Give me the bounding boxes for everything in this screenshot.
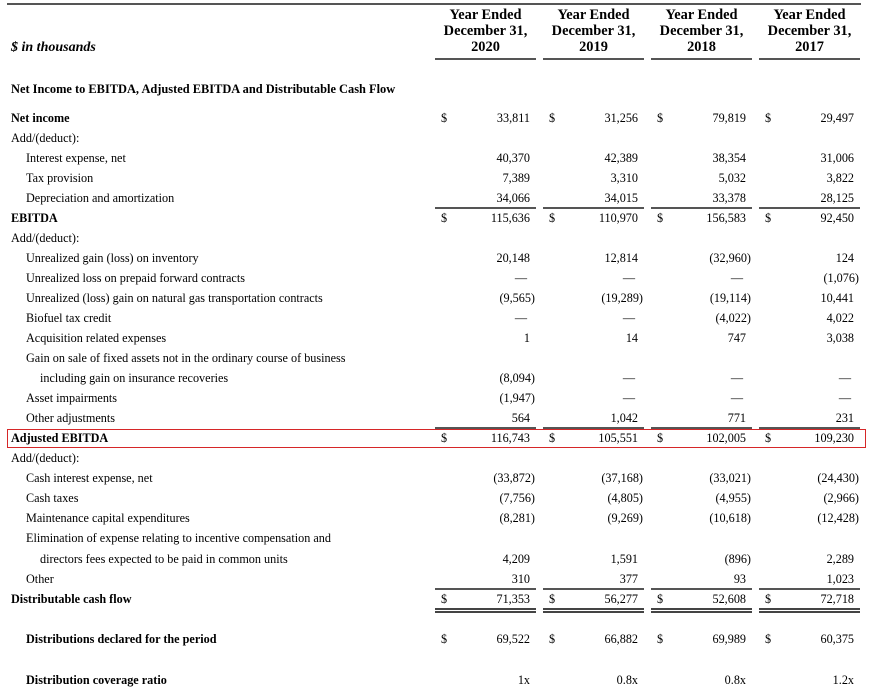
table-cell bbox=[759, 508, 860, 528]
table-cell bbox=[435, 148, 536, 168]
column-header-2019 bbox=[543, 7, 644, 55]
table-cell bbox=[435, 248, 536, 268]
cell-value: 52,608 bbox=[712, 592, 746, 606]
currency-symbol: $ bbox=[549, 111, 556, 125]
currency-symbol: $ bbox=[549, 431, 556, 445]
table-row bbox=[0, 388, 886, 408]
cell-value: 0.8x bbox=[616, 673, 638, 687]
table-cell bbox=[543, 148, 644, 168]
table-row bbox=[0, 188, 886, 208]
table-cell bbox=[759, 488, 860, 508]
cell-value: — bbox=[730, 271, 743, 285]
table-cell bbox=[759, 268, 860, 288]
currency-symbol: $ bbox=[765, 111, 772, 125]
row-label: Cash taxes bbox=[26, 491, 79, 505]
table-cell bbox=[651, 670, 752, 690]
table-row bbox=[0, 528, 886, 548]
subtotal-rule bbox=[759, 588, 860, 590]
row-label: Unrealized gain (loss) on inventory bbox=[26, 251, 199, 265]
table-cell bbox=[651, 188, 752, 208]
cell-value: — bbox=[730, 371, 743, 385]
cell-value: (4,955) bbox=[715, 491, 751, 505]
currency-symbol: $ bbox=[441, 632, 448, 646]
total-double-rule bbox=[543, 611, 644, 613]
table-row bbox=[0, 408, 886, 428]
row-label: Acquisition related expenses bbox=[26, 331, 167, 345]
cell-value: — bbox=[730, 391, 743, 405]
currency-symbol: $ bbox=[657, 592, 664, 606]
table-cell bbox=[759, 308, 860, 328]
currency-symbol: $ bbox=[765, 632, 772, 646]
cell-value: 60,375 bbox=[820, 632, 854, 646]
cell-value: 1,023 bbox=[826, 572, 854, 586]
cell-value: 771 bbox=[727, 411, 746, 425]
row-label: Distributable cash flow bbox=[11, 592, 132, 606]
header-year: 2017 bbox=[795, 39, 824, 55]
cell-value: (33,021) bbox=[709, 471, 751, 485]
row-label: directors fees expected to be paid in common units bbox=[40, 552, 288, 566]
row-label: Distribution coverage ratio bbox=[26, 673, 167, 687]
table-cell bbox=[435, 288, 536, 308]
header-line: Year Ended bbox=[665, 7, 738, 23]
table-cell bbox=[759, 148, 860, 168]
table-row bbox=[0, 308, 886, 328]
cell-value: (37,168) bbox=[601, 471, 643, 485]
table-cell bbox=[651, 328, 752, 348]
cell-value: (32,960) bbox=[709, 251, 751, 265]
table-row bbox=[0, 629, 886, 649]
row-label: Biofuel tax credit bbox=[26, 311, 112, 325]
cell-value: 1.2x bbox=[832, 673, 854, 687]
table-cell bbox=[651, 468, 752, 488]
table-row bbox=[0, 468, 886, 488]
total-double-rule bbox=[651, 611, 752, 613]
column-header-2020 bbox=[435, 7, 536, 55]
table-cell bbox=[543, 248, 644, 268]
table-row bbox=[0, 288, 886, 308]
header-underline bbox=[435, 58, 536, 60]
top-rule bbox=[7, 3, 861, 5]
cell-value: — bbox=[622, 391, 635, 405]
table-cell bbox=[759, 549, 860, 569]
cell-value: 31,006 bbox=[820, 151, 854, 165]
table-cell bbox=[543, 168, 644, 188]
table-row bbox=[0, 248, 886, 268]
currency-symbol: $ bbox=[549, 632, 556, 646]
table-cell bbox=[651, 408, 752, 428]
table-cell bbox=[435, 188, 536, 208]
table-cell bbox=[651, 308, 752, 328]
subtotal-rule bbox=[435, 588, 536, 590]
cell-value: (896) bbox=[724, 552, 751, 566]
currency-symbol: $ bbox=[441, 111, 448, 125]
table-row bbox=[0, 670, 886, 690]
header-underline bbox=[543, 58, 644, 60]
table-row bbox=[0, 328, 886, 348]
row-label: Asset impairments bbox=[26, 391, 118, 405]
cell-value: — bbox=[838, 371, 851, 385]
table-cell bbox=[651, 288, 752, 308]
table-cell bbox=[651, 148, 752, 168]
cell-value: 93 bbox=[733, 572, 746, 586]
cell-value: 71,353 bbox=[496, 592, 530, 606]
table-cell bbox=[435, 468, 536, 488]
row-label: Other bbox=[26, 572, 54, 586]
cell-value: 72,718 bbox=[820, 592, 854, 606]
table-row bbox=[0, 508, 886, 528]
table-cell bbox=[543, 108, 644, 128]
row-label: including gain on insurance recoveries bbox=[40, 371, 229, 385]
cell-value: (8,281) bbox=[499, 511, 535, 525]
table-cell bbox=[543, 408, 644, 428]
cell-value: 79,819 bbox=[712, 111, 746, 125]
table-cell bbox=[435, 168, 536, 188]
column-header-2018 bbox=[651, 7, 752, 55]
cell-value: 110,970 bbox=[598, 211, 638, 225]
table-cell bbox=[651, 168, 752, 188]
table-row bbox=[0, 228, 886, 248]
cell-value: — bbox=[514, 271, 527, 285]
table-cell bbox=[759, 670, 860, 690]
table-cell bbox=[651, 589, 752, 609]
currency-symbol: $ bbox=[765, 592, 772, 606]
table-cell bbox=[759, 288, 860, 308]
cell-value: 1 bbox=[523, 331, 530, 345]
cell-value: (9,565) bbox=[499, 291, 535, 305]
cell-value: (1,076) bbox=[823, 271, 859, 285]
table-cell bbox=[435, 549, 536, 569]
table-cell bbox=[759, 408, 860, 428]
subtotal-rule bbox=[435, 207, 536, 209]
table-cell bbox=[759, 368, 860, 388]
currency-symbol: $ bbox=[657, 111, 664, 125]
table-cell bbox=[435, 208, 536, 228]
cell-value: 102,005 bbox=[706, 431, 746, 445]
cell-value: 33,811 bbox=[496, 111, 530, 125]
table-row bbox=[0, 168, 886, 188]
table-row bbox=[0, 368, 886, 388]
row-label: Unrealized loss on prepaid forward contracts bbox=[26, 271, 245, 285]
table-cell bbox=[543, 468, 644, 488]
cell-value: 66,882 bbox=[604, 632, 638, 646]
table-cell bbox=[651, 248, 752, 268]
cell-value: (19,289) bbox=[601, 291, 643, 305]
cell-value: 20,148 bbox=[496, 251, 530, 265]
table-row bbox=[0, 488, 886, 508]
table-cell bbox=[651, 208, 752, 228]
row-label: Add/(deduct): bbox=[11, 131, 80, 145]
currency-symbol: $ bbox=[441, 592, 448, 606]
table-cell bbox=[759, 168, 860, 188]
table-cell bbox=[543, 368, 644, 388]
cell-value: 231 bbox=[835, 411, 854, 425]
row-label: Net income bbox=[11, 111, 70, 125]
table-cell bbox=[543, 188, 644, 208]
currency-symbol: $ bbox=[657, 211, 664, 225]
header-line: December 31, bbox=[443, 23, 528, 39]
row-label: Gain on sale of fixed assets not in the ordinary course of business bbox=[26, 351, 346, 365]
row-label: Cash interest expense, net bbox=[26, 471, 153, 485]
row-label: Unrealized (loss) gain on natural gas transportation contracts bbox=[26, 291, 323, 305]
currency-symbol: $ bbox=[549, 592, 556, 606]
table-row bbox=[0, 128, 886, 148]
row-label: Interest expense, net bbox=[26, 151, 126, 165]
cell-value: 34,066 bbox=[496, 191, 530, 205]
table-cell bbox=[759, 468, 860, 488]
cell-value: (8,094) bbox=[499, 371, 535, 385]
table-row bbox=[0, 448, 886, 468]
cell-value: 116,743 bbox=[490, 431, 530, 445]
cell-value: (2,966) bbox=[823, 491, 859, 505]
table-cell bbox=[759, 589, 860, 609]
row-label: Depreciation and amortization bbox=[26, 191, 175, 205]
cell-value: 747 bbox=[727, 331, 746, 345]
cell-value: (10,618) bbox=[709, 511, 751, 525]
table-cell bbox=[651, 268, 752, 288]
cell-value: 377 bbox=[619, 572, 638, 586]
table-row bbox=[0, 268, 886, 288]
cell-value: 115,636 bbox=[490, 211, 530, 225]
table-cell bbox=[435, 408, 536, 428]
currency-symbol: $ bbox=[441, 211, 448, 225]
table-cell bbox=[543, 508, 644, 528]
cell-value: 31,256 bbox=[604, 111, 638, 125]
cell-value: (12,428) bbox=[817, 511, 859, 525]
table-cell bbox=[435, 108, 536, 128]
table-cell bbox=[543, 288, 644, 308]
header-underline bbox=[651, 58, 752, 60]
cell-value: 33,378 bbox=[712, 191, 746, 205]
table-cell bbox=[651, 508, 752, 528]
table-cell bbox=[759, 188, 860, 208]
cell-value: 124 bbox=[835, 251, 854, 265]
cell-value: 3,822 bbox=[826, 171, 854, 185]
currency-symbol: $ bbox=[765, 211, 772, 225]
table-cell bbox=[543, 589, 644, 609]
table-cell bbox=[435, 268, 536, 288]
table-cell bbox=[543, 549, 644, 569]
cell-value: 10,441 bbox=[820, 291, 854, 305]
header-underline bbox=[759, 58, 860, 60]
table-cell bbox=[651, 549, 752, 569]
cell-value: (24,430) bbox=[817, 471, 859, 485]
table-cell bbox=[435, 569, 536, 589]
table-cell bbox=[435, 629, 536, 649]
cell-value: — bbox=[514, 311, 527, 325]
cell-value: — bbox=[838, 391, 851, 405]
cell-value: — bbox=[622, 271, 635, 285]
cell-value: 34,015 bbox=[604, 191, 638, 205]
cell-value: (1,947) bbox=[499, 391, 535, 405]
cell-value: 156,583 bbox=[706, 211, 746, 225]
cell-value: (4,805) bbox=[607, 491, 643, 505]
cell-value: 2,289 bbox=[826, 552, 854, 566]
table-cell bbox=[759, 248, 860, 268]
cell-value: 109,230 bbox=[814, 431, 854, 445]
cell-value: 28,125 bbox=[820, 191, 854, 205]
header-line: Year Ended bbox=[557, 7, 630, 23]
cell-value: 29,497 bbox=[820, 111, 854, 125]
total-double-rule bbox=[435, 611, 536, 613]
header-line: December 31, bbox=[551, 23, 636, 39]
table-row bbox=[0, 589, 886, 609]
table-cell bbox=[435, 388, 536, 408]
cell-value: 3,310 bbox=[610, 171, 638, 185]
cell-value: 4,022 bbox=[826, 311, 854, 325]
subtotal-rule bbox=[543, 207, 644, 209]
total-double-rule bbox=[651, 608, 752, 610]
row-label: Tax provision bbox=[26, 171, 94, 185]
cell-value: (7,756) bbox=[499, 491, 535, 505]
header-year: 2020 bbox=[471, 39, 500, 55]
row-label: Add/(deduct): bbox=[11, 451, 80, 465]
column-header-2017 bbox=[759, 7, 860, 55]
cell-value: 1,042 bbox=[610, 411, 638, 425]
table-cell bbox=[651, 108, 752, 128]
table-cell bbox=[543, 488, 644, 508]
subtotal-rule bbox=[651, 588, 752, 590]
table-cell bbox=[435, 589, 536, 609]
table-row bbox=[0, 108, 886, 128]
total-double-rule bbox=[759, 608, 860, 610]
table-cell bbox=[543, 670, 644, 690]
table-cell bbox=[759, 328, 860, 348]
cell-value: 7,389 bbox=[502, 171, 530, 185]
subtotal-rule bbox=[543, 588, 644, 590]
section-title: Net Income to EBITDA, Adjusted EBITDA and Distributable Cash Flow bbox=[11, 82, 396, 96]
cell-value: 40,370 bbox=[496, 151, 530, 165]
header-line: Year Ended bbox=[773, 7, 846, 23]
cell-value: 105,551 bbox=[598, 431, 638, 445]
table-cell bbox=[651, 388, 752, 408]
subtotal-rule bbox=[651, 207, 752, 209]
table-cell bbox=[759, 388, 860, 408]
cell-value: 42,389 bbox=[604, 151, 638, 165]
currency-symbol: $ bbox=[657, 431, 664, 445]
highlight-box-adjusted-ebitda bbox=[7, 429, 866, 448]
cell-value: 5,032 bbox=[718, 171, 746, 185]
cell-value: 92,450 bbox=[820, 211, 854, 225]
row-label: Distributions declared for the period bbox=[26, 632, 217, 646]
currency-symbol: $ bbox=[657, 632, 664, 646]
cell-value: (33,872) bbox=[493, 471, 535, 485]
cell-value: (19,114) bbox=[709, 291, 751, 305]
currency-symbol: $ bbox=[549, 211, 556, 225]
row-label: Maintenance capital expenditures bbox=[26, 511, 190, 525]
cell-value: 564 bbox=[511, 411, 530, 425]
total-double-rule bbox=[435, 608, 536, 610]
currency-symbol: $ bbox=[441, 431, 448, 445]
row-label: Adjusted EBITDA bbox=[11, 431, 109, 445]
cell-value: 69,522 bbox=[496, 632, 530, 646]
currency-symbol: $ bbox=[765, 431, 772, 445]
table-cell bbox=[759, 569, 860, 589]
table-cell bbox=[759, 108, 860, 128]
table-row bbox=[0, 549, 886, 569]
cell-value: 38,354 bbox=[712, 151, 746, 165]
row-label: Add/(deduct): bbox=[11, 231, 80, 245]
header-year: 2019 bbox=[579, 39, 608, 55]
table-cell bbox=[543, 208, 644, 228]
table-row bbox=[0, 148, 886, 168]
cell-value: — bbox=[622, 371, 635, 385]
table-cell bbox=[435, 488, 536, 508]
table-row bbox=[0, 348, 886, 368]
cell-value: 3,038 bbox=[826, 331, 854, 345]
cell-value: — bbox=[622, 311, 635, 325]
total-double-rule bbox=[759, 611, 860, 613]
cell-value: 1x bbox=[517, 673, 530, 687]
cell-value: 14 bbox=[625, 331, 638, 345]
header-line: December 31, bbox=[659, 23, 744, 39]
table-cell bbox=[651, 629, 752, 649]
table-cell bbox=[543, 569, 644, 589]
cell-value: (4,022) bbox=[715, 311, 751, 325]
table-cell bbox=[651, 569, 752, 589]
table-cell bbox=[435, 670, 536, 690]
table-cell bbox=[759, 208, 860, 228]
cell-value: (9,269) bbox=[607, 511, 643, 525]
cell-value: 1,591 bbox=[610, 552, 638, 566]
subtotal-rule bbox=[759, 207, 860, 209]
table-cell bbox=[543, 308, 644, 328]
table-cell bbox=[543, 268, 644, 288]
units-label: $ in thousands bbox=[11, 40, 96, 55]
header-year: 2018 bbox=[687, 39, 716, 55]
table-cell bbox=[435, 328, 536, 348]
table-cell bbox=[435, 308, 536, 328]
total-double-rule bbox=[543, 608, 644, 610]
table-cell bbox=[543, 629, 644, 649]
header-line: Year Ended bbox=[449, 7, 522, 23]
cell-value: 310 bbox=[511, 572, 530, 586]
table-cell bbox=[543, 388, 644, 408]
table-cell bbox=[435, 508, 536, 528]
table-row bbox=[0, 208, 886, 228]
cell-value: 12,814 bbox=[604, 251, 638, 265]
table-cell bbox=[651, 488, 752, 508]
table-cell bbox=[651, 368, 752, 388]
row-label: EBITDA bbox=[11, 211, 58, 225]
row-label: Other adjustments bbox=[26, 411, 116, 425]
table-cell bbox=[543, 328, 644, 348]
header-line: December 31, bbox=[767, 23, 852, 39]
table-row bbox=[0, 569, 886, 589]
table-cell bbox=[435, 368, 536, 388]
table-cell bbox=[759, 629, 860, 649]
cell-value: 4,209 bbox=[502, 552, 530, 566]
cell-value: 56,277 bbox=[604, 592, 638, 606]
row-label: Elimination of expense relating to incentive compensation and bbox=[26, 531, 331, 545]
cell-value: 69,989 bbox=[712, 632, 746, 646]
cell-value: 0.8x bbox=[724, 673, 746, 687]
